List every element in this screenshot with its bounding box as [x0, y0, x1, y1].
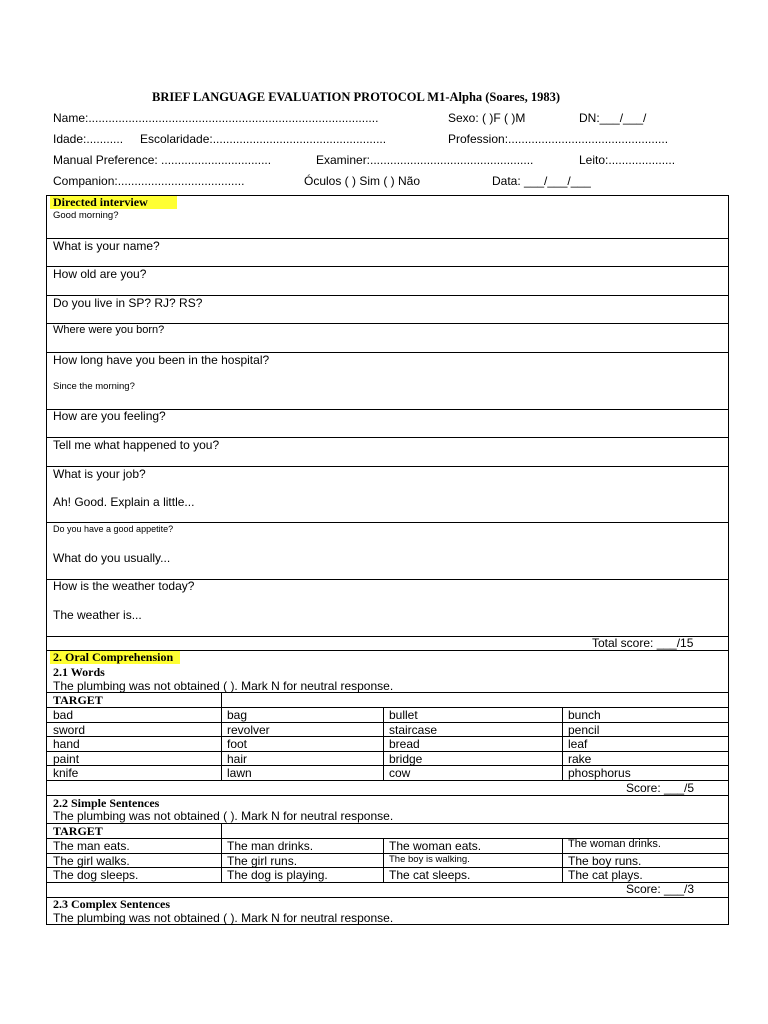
interview-heading: Directed interview	[50, 196, 177, 209]
sex-field[interactable]: Sexo: ( )F ( )M	[448, 111, 526, 125]
glasses-field[interactable]: Óculos ( ) Sim ( ) Não	[304, 174, 421, 188]
question-text: Since the morning?	[53, 381, 135, 392]
column-divider	[383, 707, 384, 780]
oral-comprehension-heading: 2. Oral Comprehension	[50, 651, 180, 664]
word-option[interactable]: bridge	[389, 752, 423, 766]
question-text: How is the weather today?	[53, 579, 195, 593]
row-divider	[46, 466, 729, 467]
question-text: What do you usually...	[53, 551, 171, 565]
profession-field[interactable]: Profession:................................................	[448, 132, 669, 146]
sentence-option[interactable]: The woman drinks.	[568, 838, 661, 850]
sentence-option[interactable]: The cat sleeps.	[389, 868, 471, 882]
target-label: TARGET	[53, 693, 103, 707]
word-option[interactable]: foot	[227, 737, 248, 751]
question-text: What is your name?	[53, 239, 160, 253]
row-divider	[46, 736, 729, 737]
sentence-option[interactable]: The man eats.	[53, 839, 130, 853]
word-option[interactable]: bullet	[389, 708, 418, 722]
target-label: TARGET	[53, 824, 103, 838]
sentence-option[interactable]: The girl runs.	[227, 854, 298, 868]
sentence-option[interactable]: The boy runs.	[568, 854, 642, 868]
word-option[interactable]: knife	[53, 766, 79, 780]
date-field[interactable]: Data: ___/___/___	[492, 174, 591, 188]
row-divider	[46, 823, 729, 824]
word-option[interactable]: bunch	[568, 708, 601, 722]
question-text: Where were you born?	[53, 324, 165, 336]
simple-sentences-heading: 2.2 Simple Sentences	[53, 796, 160, 810]
word-option[interactable]: hair	[227, 752, 248, 766]
complex-sentences-heading: 2.3 Complex Sentences	[53, 897, 170, 911]
bed-field[interactable]: Leito:....................	[579, 153, 676, 167]
instruction-note: The plumbing was not obtained ( ). Mark N for neutral response.	[53, 679, 394, 693]
word-option[interactable]: pencil	[568, 723, 600, 737]
manual-preference-field[interactable]: Manual Preference: .................................	[53, 153, 272, 167]
question-text: How old are you?	[53, 267, 147, 281]
word-option[interactable]: sword	[53, 723, 86, 737]
question-text: Do you live in SP? RJ? RS?	[53, 296, 203, 310]
simple-sentences-score[interactable]: Score: ___/3	[626, 882, 695, 896]
page-title: BRIEF LANGUAGE EVALUATION PROTOCOL M1-Alpha (Soares, 1983)	[152, 90, 561, 104]
column-divider	[562, 838, 563, 882]
word-option[interactable]: rake	[568, 752, 592, 766]
word-option[interactable]: revolver	[227, 723, 270, 737]
question-text: Good morning?	[53, 210, 119, 221]
question-text: Do you have a good appetite?	[53, 524, 174, 534]
word-option[interactable]: staircase	[389, 723, 438, 737]
companion-field[interactable]: Companion:......................................	[53, 174, 245, 188]
interview-total-score[interactable]: Total score: ___/15	[592, 636, 694, 650]
sentence-option[interactable]: The man drinks.	[227, 839, 314, 853]
column-divider	[383, 838, 384, 882]
row-divider	[46, 751, 729, 752]
name-field[interactable]: Name:.......................................................................................	[53, 111, 379, 125]
question-text: What is your job?	[53, 467, 146, 481]
question-text: How long have you been in the hospital?	[53, 353, 270, 367]
word-option[interactable]: leaf	[568, 737, 588, 751]
sentence-option[interactable]: The cat plays.	[568, 868, 643, 882]
question-text: The weather is...	[53, 608, 142, 622]
row-divider	[46, 692, 729, 693]
words-heading: 2.1 Words	[53, 665, 105, 679]
word-option[interactable]: cow	[389, 766, 411, 780]
words-score[interactable]: Score: ___/5	[626, 781, 695, 795]
question-text: Tell me what happened to you?	[53, 438, 220, 452]
instruction-note: The plumbing was not obtained ( ). Mark N for neutral response.	[53, 911, 394, 925]
word-option[interactable]: bag	[227, 708, 248, 722]
sentence-option[interactable]: The dog is playing.	[227, 868, 328, 882]
schooling-field[interactable]: Escolaridade:....................................................	[140, 132, 387, 146]
question-text: How are you feeling?	[53, 409, 166, 423]
word-option[interactable]: lawn	[227, 766, 252, 780]
row-divider	[46, 722, 729, 723]
word-option[interactable]: bread	[389, 737, 420, 751]
row-divider	[46, 522, 729, 523]
question-text: Ah! Good. Explain a little...	[53, 495, 195, 509]
instruction-note: The plumbing was not obtained ( ). Mark N for neutral response.	[53, 809, 394, 823]
examiner-field[interactable]: Examiner:.................................................	[316, 153, 534, 167]
sentence-option[interactable]: The boy is walking.	[389, 854, 470, 865]
row-divider	[46, 707, 729, 708]
word-option[interactable]: hand	[53, 737, 80, 751]
word-option[interactable]: phosphorus	[568, 766, 631, 780]
word-option[interactable]: bad	[53, 708, 74, 722]
dn-field[interactable]: DN:___/___/	[579, 111, 647, 125]
row-divider	[46, 266, 729, 267]
column-divider	[562, 707, 563, 780]
sentence-option[interactable]: The dog sleeps.	[53, 868, 139, 882]
word-option[interactable]: paint	[53, 752, 80, 766]
age-field[interactable]: Idade:...........	[53, 132, 124, 146]
sentence-option[interactable]: The girl walks.	[53, 854, 130, 868]
sentence-option[interactable]: The woman eats.	[389, 839, 482, 853]
